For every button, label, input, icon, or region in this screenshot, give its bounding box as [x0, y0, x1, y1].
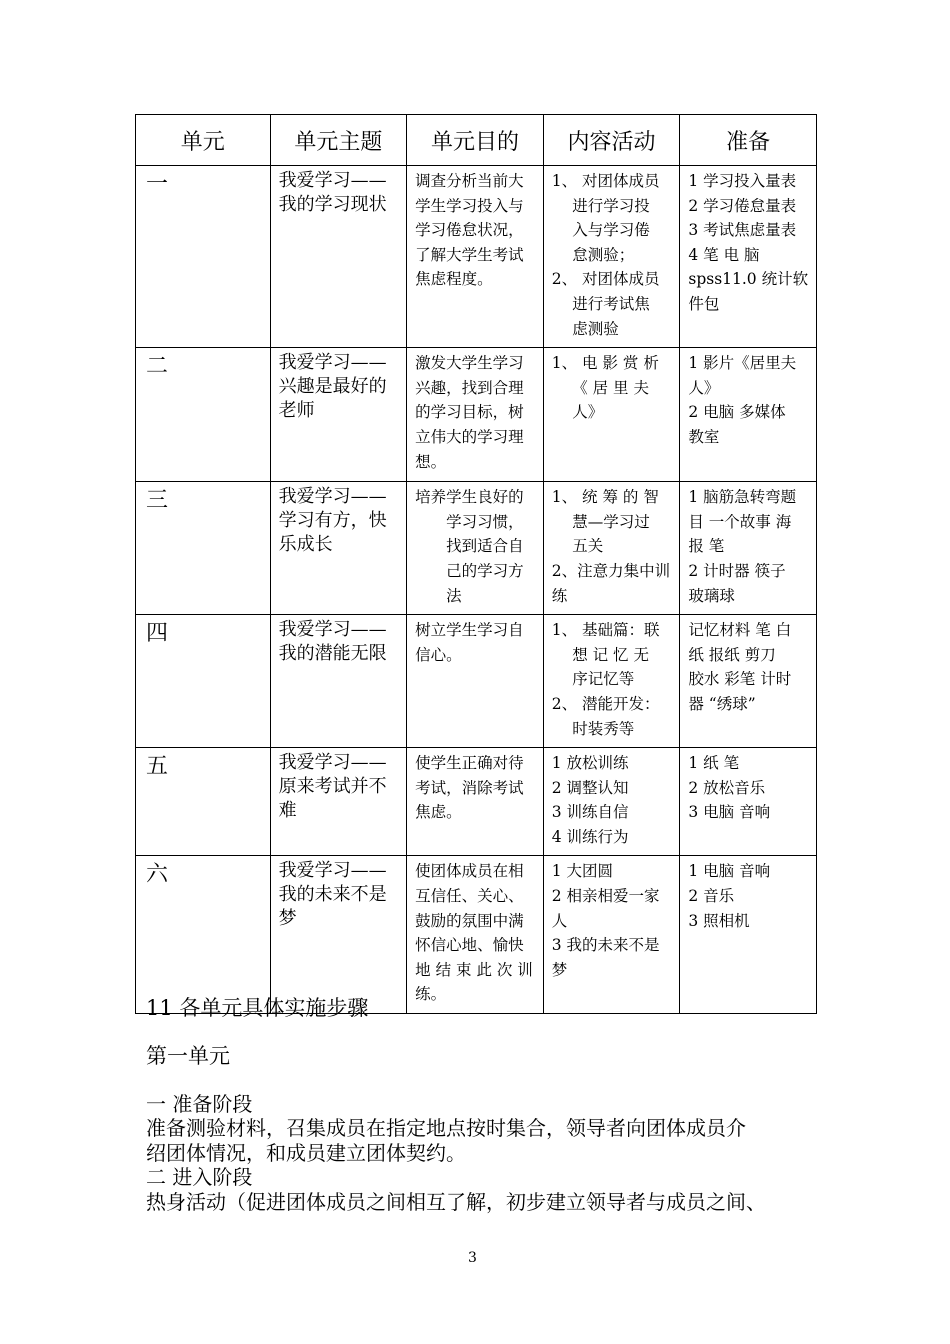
- activity-cell: [543, 348, 680, 482]
- prep-cell-line: 件包: [688, 294, 720, 313]
- theme-cell-line: 我爱学习——: [278, 860, 387, 882]
- unit-cell: [136, 482, 271, 615]
- activity-cell-line: 1、 统 筹 的 智: [551, 488, 659, 507]
- activity-cell: [543, 482, 680, 615]
- theme-cell: [270, 348, 407, 482]
- goal-cell-line: 学习习惯，: [415, 512, 524, 531]
- unit-cell-text: 五: [146, 754, 169, 780]
- activity-cell-line: 梦: [551, 960, 568, 979]
- activity-cell-line: 2 调整认知: [551, 778, 629, 797]
- theme-cell-line: 我爱学习——: [278, 752, 387, 774]
- goal-cell-line: 使团体成员在相: [415, 862, 524, 881]
- header-activities: 内容活动: [543, 115, 680, 166]
- prep-cell-line: 纸 报纸 剪刀: [688, 645, 776, 664]
- activity-cell-line: 五关: [551, 537, 604, 556]
- goal-cell: [407, 856, 544, 1014]
- unit-cell-text: 六: [146, 862, 169, 888]
- prep-cell-line: spss11.0 统计软: [688, 270, 809, 289]
- activity-cell-line: 《 居 里 夫: [551, 378, 649, 397]
- goal-cell-line: 的学习目标，树: [415, 403, 524, 422]
- activity-cell-line: 3 我的未来不是: [551, 936, 660, 955]
- activity-cell-line: 2、注意力集中训: [551, 561, 671, 580]
- activity-cell-line: 4 训练行为: [551, 827, 629, 846]
- prep-cell: [680, 348, 817, 482]
- activity-cell: [543, 748, 680, 856]
- theme-cell-line: 我的学习现状: [278, 194, 387, 215]
- activity-cell-line: 3 训练自信: [551, 803, 629, 822]
- prep-cell-line: 3 电脑 音响: [688, 803, 771, 822]
- prep-cell-line: 2 学习倦怠量表: [688, 196, 797, 215]
- section-heading: 11 各单元具体实施步骤: [146, 996, 369, 1020]
- table-row: [136, 748, 817, 856]
- prep-cell-line: 2 放松音乐: [688, 778, 766, 797]
- unit-cell-text: 四: [146, 621, 169, 647]
- goal-cell-line: 法: [415, 586, 462, 605]
- theme-cell-line: 原来考试并不: [278, 776, 387, 798]
- stage2-title: 二 进入阶段: [146, 1165, 253, 1189]
- theme-cell-line: 我爱学习——: [278, 352, 387, 374]
- prep-cell-line: 2 电脑 多媒体: [688, 403, 786, 422]
- table-row: [136, 166, 817, 348]
- activity-cell-line: 1 大团圆: [551, 862, 614, 881]
- prep-cell-line: 3 考试焦虑量表: [688, 221, 797, 240]
- unit-cell: [136, 615, 271, 748]
- goal-cell-line: 练。: [415, 985, 447, 1004]
- activity-cell-line: 1 放松训练: [551, 754, 629, 773]
- header-goal: 单元目的: [407, 115, 544, 166]
- theme-cell-line: 乐成长: [278, 534, 333, 556]
- goal-cell-line: 使学生正确对待: [415, 754, 524, 773]
- goal-cell-line: 己的学习方: [415, 561, 524, 580]
- goal-cell-line: 培养学生良好的: [415, 488, 524, 507]
- prep-cell-line: 3 照相机: [688, 911, 750, 930]
- goal-cell-line: 焦虑。: [415, 803, 462, 822]
- activity-cell-line: 慧—学习过: [551, 512, 650, 531]
- goal-cell: [407, 748, 544, 856]
- activity-cell-line: 1、 基础篇：联: [551, 621, 660, 640]
- prep-cell-line: 4 笔 电 脑: [688, 245, 760, 264]
- table-body: [136, 166, 817, 1014]
- activity-cell-line: 2、 潜能开发：: [551, 694, 660, 713]
- goal-cell-line: 调查分析当前大: [415, 172, 524, 190]
- prep-cell-line: 2 音乐: [688, 887, 735, 906]
- activity-cell-line: 1、 电 影 赏 析: [551, 354, 659, 373]
- unit-plan-table: [135, 114, 817, 1014]
- activity-cell-line: 人: [551, 911, 568, 930]
- goal-cell: [407, 348, 544, 482]
- goal-cell-line: 学生学习投入与: [415, 196, 524, 215]
- theme-cell: [270, 856, 407, 1014]
- goal-cell-line: 怀信心地、愉快: [415, 936, 524, 955]
- prep-cell-line: 器 “绣球”: [688, 694, 756, 713]
- activity-cell-line: 时装秀等: [551, 719, 635, 738]
- unit-cell-text: 一: [146, 172, 169, 197]
- prep-cell-line: 2 计时器 筷子: [688, 561, 786, 580]
- activity-cell-line: 序记忆等: [551, 670, 635, 689]
- prep-cell-line: 人》: [688, 378, 720, 397]
- goal-cell-line: 找到适合自: [415, 537, 524, 556]
- page-number: 3: [468, 1250, 477, 1266]
- theme-cell: [270, 748, 407, 856]
- activity-cell: [543, 615, 680, 748]
- prep-cell-line: 目 一个故事 海: [688, 512, 792, 531]
- prep-cell: [680, 748, 817, 856]
- goal-cell: [407, 615, 544, 748]
- table-row: [136, 615, 817, 748]
- unit-cell-text: 二: [146, 354, 169, 380]
- theme-cell-line: 兴趣是最好的: [278, 376, 387, 398]
- theme-cell-line: 学习有方，快: [278, 510, 387, 532]
- unit-cell: [136, 166, 271, 348]
- prep-cell: [680, 856, 817, 1014]
- theme-cell-line: 我爱学习——: [278, 486, 387, 508]
- activity-cell: [543, 166, 680, 348]
- prep-cell: [680, 615, 817, 748]
- theme-cell-line: 我的潜能无限: [278, 643, 387, 665]
- prep-cell-line: 1 脑筋急转弯题: [688, 488, 797, 507]
- activity-cell: [543, 856, 680, 1014]
- table-row: [136, 482, 817, 615]
- goal-cell-line: 鼓励的氛围中满: [415, 911, 524, 930]
- header-preparation: 准备: [680, 115, 817, 166]
- theme-cell-line: 我爱学习——: [278, 170, 387, 191]
- header-unit: 单元: [136, 115, 271, 166]
- prep-cell-line: 1 纸 笔: [688, 754, 740, 773]
- activity-cell-line: 练: [551, 586, 568, 605]
- prep-cell-line: 1 影片《居里夫: [688, 354, 797, 373]
- activity-cell-line: 入与学习倦: [551, 221, 650, 240]
- table-row: [136, 348, 817, 482]
- theme-cell-line: 难: [278, 800, 297, 822]
- prep-cell-line: 记忆材料 笔 白: [688, 621, 792, 640]
- prep-cell: [680, 482, 817, 615]
- header-theme: 单元主题: [270, 115, 407, 166]
- theme-cell-line: 梦: [278, 908, 297, 930]
- stage1-title: 一 准备阶段: [146, 1092, 253, 1116]
- unit-cell-text: 三: [146, 488, 169, 514]
- activity-cell-line: 人》: [551, 403, 604, 422]
- activity-cell-line: 进行学习投: [551, 196, 650, 215]
- table-header-row: [136, 115, 817, 166]
- activity-cell-line: 1、 对团体成员: [551, 172, 660, 190]
- prep-cell: [680, 166, 817, 348]
- theme-cell-line: 我爱学习——: [278, 619, 387, 641]
- goal-cell: [407, 482, 544, 615]
- theme-cell: [270, 482, 407, 615]
- goal-cell-line: 立伟大的学习理: [415, 427, 524, 446]
- goal-cell-line: 想。: [415, 452, 447, 471]
- goal-cell-line: 树立学生学习自: [415, 621, 524, 640]
- unit-cell: [136, 348, 271, 482]
- activity-cell-line: 2、 对团体成员: [551, 270, 660, 289]
- goal-cell-line: 信心。: [415, 645, 462, 664]
- prep-cell-line: 教室: [688, 427, 720, 446]
- stage1-line-2: 绍团体情况，和成员建立团体契约。: [146, 1141, 466, 1165]
- prep-cell-line: 1 学习投入量表: [688, 172, 797, 190]
- activity-cell-line: 虑测验: [551, 319, 619, 338]
- unit-heading: 第一单元: [146, 1044, 230, 1068]
- goal-cell-line: 焦虑程度。: [415, 270, 493, 289]
- prep-cell-line: 胶水 彩笔 计时: [688, 670, 792, 689]
- goal-cell-line: 兴趣，找到合理: [415, 378, 524, 397]
- activity-cell-line: 进行考试焦: [551, 294, 650, 313]
- activity-cell-line: 2 相亲相爱一家: [551, 887, 660, 906]
- table-row: [136, 856, 817, 1014]
- theme-cell-line: 老师: [278, 400, 315, 422]
- unit-cell: [136, 856, 271, 1014]
- goal-cell-line: 地 结 束 此 次 训: [415, 960, 533, 979]
- activity-cell-line: 怠测验；: [551, 245, 635, 264]
- activity-cell-line: 想 记 忆 无: [551, 645, 649, 664]
- theme-cell: [270, 166, 407, 348]
- goal-cell-line: 考试，消除考试: [415, 778, 524, 797]
- prep-cell-line: 1 电脑 音响: [688, 862, 771, 881]
- stage2-line-1: 热身活动（促进团体成员之间相互了解，初步建立领导者与成员之间、: [146, 1190, 766, 1214]
- goal-cell-line: 了解大学生考试: [415, 245, 524, 264]
- prep-cell-line: 报 笔: [688, 537, 725, 556]
- theme-cell: [270, 615, 407, 748]
- unit-cell: [136, 748, 271, 856]
- stage1-line-1: 准备测验材料，召集成员在指定地点按时集合，领导者向团体成员介: [146, 1116, 746, 1140]
- goal-cell: [407, 166, 544, 348]
- goal-cell-line: 学习倦怠状况，: [415, 221, 524, 240]
- goal-cell-line: 激发大学生学习: [415, 354, 524, 373]
- theme-cell-line: 我的未来不是: [278, 884, 387, 906]
- goal-cell-line: 互信任、关心、: [415, 887, 524, 906]
- prep-cell-line: 玻璃球: [688, 586, 735, 605]
